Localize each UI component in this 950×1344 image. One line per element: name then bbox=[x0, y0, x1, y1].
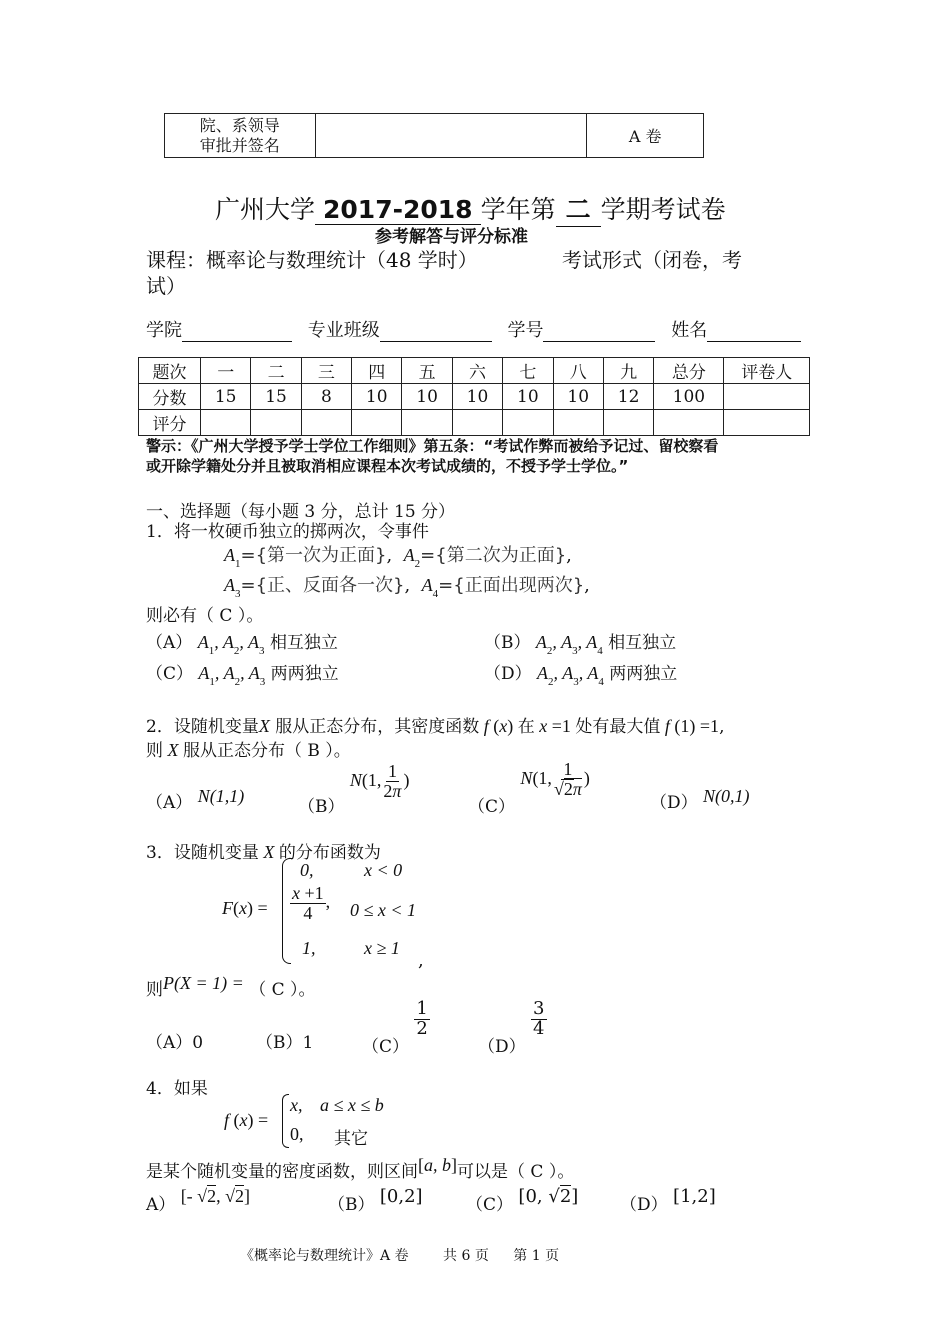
event-a2: $A_2$ bbox=[403, 545, 421, 570]
approval-label: 院、系领导 审批并签名 bbox=[165, 114, 316, 158]
term: 二 bbox=[556, 190, 601, 227]
q3-answer: 则P(X = 1) = （ C ）。 bbox=[146, 973, 316, 1000]
cell: 10 bbox=[452, 384, 502, 410]
score-table bbox=[138, 357, 810, 436]
cell: 七 bbox=[503, 358, 553, 384]
q4-pdf-lhs: f (x) = bbox=[224, 1110, 269, 1130]
exam-form-cont: 试） bbox=[146, 274, 186, 298]
signature-cell[interactable] bbox=[315, 114, 587, 158]
q3-stem: 3．设随机变量 X 的分布函数为 bbox=[146, 842, 381, 863]
q3-option-a[interactable]: （A）0 bbox=[146, 1033, 204, 1053]
grade-cell[interactable] bbox=[452, 410, 502, 436]
q4-line2: 是某个随机变量的密度函数，则区间[a, b]可以是（ C ）。 bbox=[146, 1155, 575, 1182]
student-id-field[interactable] bbox=[543, 321, 655, 342]
grade-cell[interactable] bbox=[301, 410, 351, 436]
cell: 10 bbox=[402, 384, 452, 410]
q2-stem: 2．设随机变量X 服从正态分布，其密度函数 f (x) 在 x =1 处有最大值 f (1) =1, bbox=[146, 716, 725, 737]
q4-case1-cond: a ≤ x ≤ b bbox=[320, 1095, 384, 1115]
course-name: 课程：概率论与数理统计（48 学时） bbox=[146, 248, 478, 272]
exam-form: 考试形式（闭卷，考 bbox=[562, 248, 742, 272]
warning-notice: 警示：《广州大学授予学士学位工作细则》第五条：“考试作弊而被给予记过、留校察看 或开除学籍处分并且被取消相应课程本次考试成绩的，不授予学士学位。” bbox=[146, 437, 719, 475]
cell: 评卷人 bbox=[724, 358, 810, 384]
cell bbox=[724, 384, 810, 410]
q1-option-d[interactable]: （D） $A_2$, $A_3$, $A_4$ 两两独立 bbox=[484, 663, 678, 688]
q4-case2-cond: 其它 bbox=[334, 1129, 368, 1149]
q2-option-d[interactable]: （D） N(0,1) bbox=[650, 786, 750, 813]
cell: 100 bbox=[654, 384, 724, 410]
q3-option-d[interactable]: （D） $\frac{3}{4}$ bbox=[478, 998, 545, 1057]
q1-option-b[interactable]: （B） $A_2$, $A_3$, $A_4$ 相互独立 bbox=[484, 632, 677, 657]
grade-row bbox=[139, 410, 810, 436]
points-row bbox=[139, 384, 810, 410]
exam-title: 广州大学 2017-2018 学年第 二 学期考试卷 bbox=[215, 190, 726, 227]
cell: 八 bbox=[553, 358, 603, 384]
cell: 15 bbox=[201, 384, 251, 410]
event-a1: $A_1$ bbox=[224, 545, 241, 570]
q1-events-row2: $A_3=${正、反面各一次}, $A_4=${正面出现两次}, bbox=[224, 575, 590, 600]
q3-case3-cond: x ≥ 1 bbox=[364, 938, 400, 958]
q3-case2-cond: 0 ≤ x < 1 bbox=[350, 900, 417, 920]
cell: 六 bbox=[452, 358, 502, 384]
cell: 15 bbox=[251, 384, 301, 410]
name-field[interactable] bbox=[707, 321, 801, 342]
cell: 二 bbox=[251, 358, 301, 384]
grade-cell[interactable] bbox=[352, 410, 402, 436]
cell: 九 bbox=[603, 358, 653, 384]
q3-option-b[interactable]: （B）1 bbox=[256, 1033, 314, 1053]
subtitle: 参考解答与评分标准 bbox=[375, 227, 528, 247]
cell: 10 bbox=[553, 384, 603, 410]
q4-stem: 4．如果 bbox=[146, 1079, 208, 1099]
cell: 12 bbox=[603, 384, 653, 410]
q4-option-c[interactable]: （C） [0, √2] bbox=[466, 1186, 579, 1215]
cell: 一 bbox=[201, 358, 251, 384]
footer: 《概率论与数理统计》A 卷 共 6 页 第 1 页 bbox=[240, 1248, 560, 1264]
q1-option-a[interactable]: （A） $A_1$, $A_2$, $A_3$ 相互独立 bbox=[146, 632, 338, 657]
q4-case2-val: 0, bbox=[290, 1124, 304, 1144]
grade-cell[interactable] bbox=[201, 410, 251, 436]
grade-cell[interactable] bbox=[402, 410, 452, 436]
q1-stem: 1．将一枚硬币独立的掷两次，令事件 bbox=[146, 522, 429, 542]
q3-case1-val: 0, bbox=[300, 860, 314, 880]
cell: 五 bbox=[402, 358, 452, 384]
q2-option-c[interactable]: （C） N(1, $\frac{1}{√2\pi}$ ) bbox=[468, 759, 590, 817]
grade-cell[interactable] bbox=[724, 410, 810, 436]
paper-version: A 卷 bbox=[587, 114, 704, 158]
academic-year: 2017-2018 bbox=[315, 195, 481, 225]
q3-case3-val: 1, bbox=[302, 938, 316, 958]
cell: 三 bbox=[301, 358, 351, 384]
q1-events-row1: $A_1=${第一次为正面}, $A_2=${第二次为正面}, bbox=[224, 545, 572, 570]
grade-cell[interactable] bbox=[553, 410, 603, 436]
q4-option-a[interactable]: A） [- √2, √2] bbox=[146, 1186, 250, 1215]
college-field[interactable] bbox=[182, 321, 292, 342]
grade-cell[interactable] bbox=[251, 410, 301, 436]
q4-case1-val: x, bbox=[290, 1095, 303, 1115]
section-title: 一、选择题（每小题 3 分，总计 15 分） bbox=[146, 502, 456, 522]
q3-case1-cond: x < 0 bbox=[364, 860, 403, 880]
q3-comma: , bbox=[418, 950, 424, 971]
row-label: 题次 bbox=[139, 358, 201, 384]
grade-cell[interactable] bbox=[654, 410, 724, 436]
event-a3: $A_3$ bbox=[224, 575, 241, 600]
question-row bbox=[139, 358, 810, 384]
q2-line2: 则 X 服从正态分布（ B ）。 bbox=[146, 740, 351, 761]
grade-cell[interactable] bbox=[603, 410, 653, 436]
cell: 四 bbox=[352, 358, 402, 384]
q4-option-b[interactable]: （B） [0,2] bbox=[328, 1186, 423, 1215]
q3-cdf-lhs: F(x) = bbox=[222, 898, 268, 918]
cell: 8 bbox=[301, 384, 351, 410]
cell: 10 bbox=[503, 384, 553, 410]
cell: 10 bbox=[352, 384, 402, 410]
student-info-row: 学院 专业班级 学号 姓名 bbox=[146, 316, 801, 342]
class-field[interactable] bbox=[380, 321, 492, 342]
grade-cell[interactable] bbox=[503, 410, 553, 436]
q3-option-c[interactable]: （C） $\frac{1}{2}$ bbox=[362, 998, 428, 1057]
q2-option-a[interactable]: （A） N(1,1) bbox=[146, 786, 245, 813]
event-a4: $A_4$ bbox=[421, 575, 439, 600]
row-label: 分数 bbox=[139, 384, 201, 410]
q4-brace bbox=[282, 1094, 289, 1148]
approval-box bbox=[164, 113, 704, 158]
q3-case2-val: $\frac{x +1}{4}$ , bbox=[292, 883, 331, 923]
q2-option-b[interactable]: （B） N(1, $\frac{1}{2\pi}$ ) bbox=[298, 761, 410, 817]
cell: 总分 bbox=[654, 358, 724, 384]
row-label: 评分 bbox=[139, 410, 201, 436]
q1-answer: 则必有（ C ）。 bbox=[146, 606, 264, 626]
q4-option-d[interactable]: （D） [1,2] bbox=[620, 1186, 716, 1215]
q1-option-c[interactable]: （C） $A_1$, $A_2$, $A_3$ 两两独立 bbox=[146, 663, 339, 688]
